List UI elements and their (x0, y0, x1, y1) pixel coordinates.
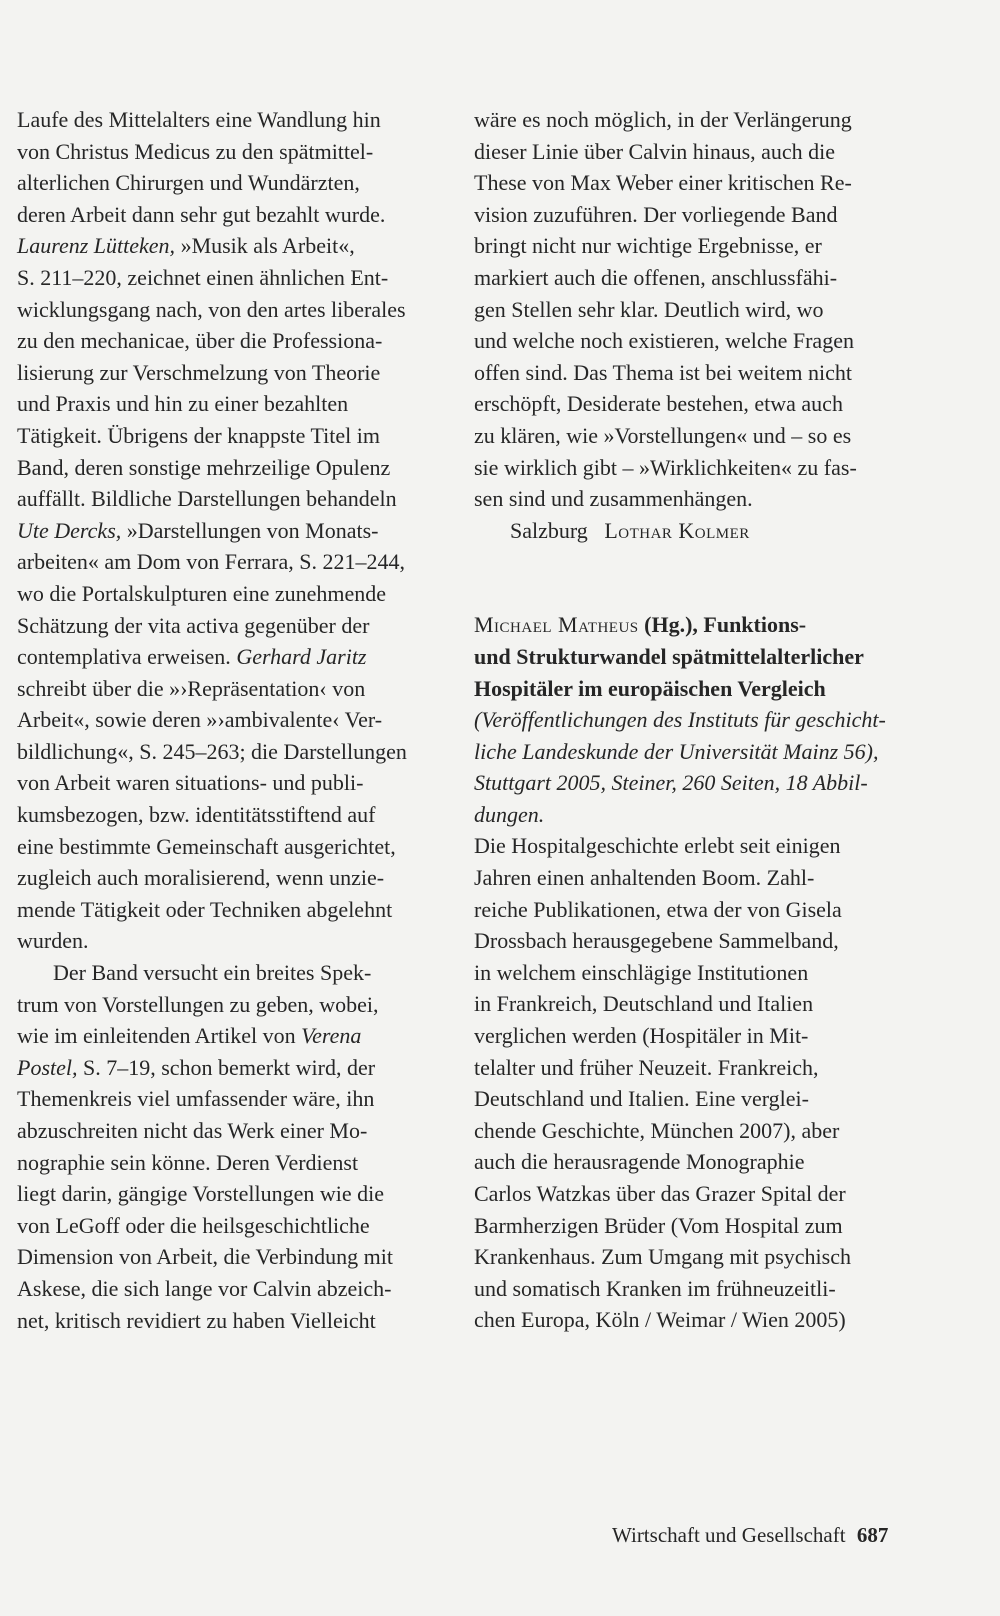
text-line: Der Band versucht ein breites Spek- (53, 960, 372, 986)
review-title: (Hg.), Funktions- (644, 612, 807, 638)
section-gap (474, 546, 914, 609)
text-fragment: »Musik als Arbeit«, (180, 233, 355, 259)
review-editor: Michael Matheus (474, 612, 639, 638)
text-line: chende Geschichte, München 2007), aber (474, 1117, 840, 1143)
text-line: zu klären, wie »Vorstellungen« und – so es (474, 422, 852, 448)
text-line: von Christus Medicus zu den spätmittel- (17, 138, 374, 164)
review-title: Hospitäler im europäischen Vergleich (474, 675, 826, 701)
text-line: zu den mechanicae, über die Professiona- (17, 328, 383, 354)
text-line: Band, deren sonstige mehrzeilige Opulenz (17, 454, 391, 480)
author-name: Gerhard Jaritz (236, 644, 367, 670)
text-line: schreibt über die »›Repräsentation‹ von (17, 675, 366, 701)
text-line: arbeiten« am Dom von Ferrara, S. 221–244, (17, 549, 405, 575)
text-line: Arbeit«, sowie deren »›ambivalente‹ Ver- (17, 707, 383, 733)
text-line: wurden. (17, 928, 89, 954)
text-line: markiert auch die offenen, anschlussfähi- (474, 264, 838, 290)
text-line: liegt darin, gängige Vorstellungen wie die (17, 1181, 384, 1207)
text-line: alterlichen Chirurgen und Wundärzten, (17, 170, 360, 196)
text-line: bringt nicht nur wichtige Ergebnisse, er (474, 233, 822, 259)
text-line: und somatisch Kranken im frühneuzeitli- (474, 1275, 836, 1301)
left-column (17, 104, 447, 1336)
text-line: Dimension von Arbeit, die Verbindung mit (17, 1244, 394, 1270)
text-line: von LeGoff oder die heilsgeschichtliche (17, 1212, 370, 1238)
running-footer-title: Wirtschaft und Gesellschaft (612, 1523, 846, 1547)
text-line: Themenkreis viel umfassender wäre, ihn (17, 1086, 375, 1112)
bibliographic-info: (Veröffentlichungen des Instituts für geschicht- (474, 707, 886, 733)
bibliographic-info: liche Landeskunde der Universität Mainz 56), (474, 738, 879, 764)
text-line: These von Max Weber einer kritischen Re- (474, 170, 852, 196)
text-line: Barmherzigen Brüder (Vom Hospital zum (474, 1212, 843, 1238)
text-line: wo die Portalskulpturen eine zunehmende (17, 580, 387, 606)
text-line: Schätzung der vita activa gegenüber der (17, 612, 370, 638)
text-line: wicklungsgang nach, von den artes liberales (17, 296, 406, 322)
author-name: Postel, (17, 1054, 78, 1080)
text-line: gen Stellen sehr klar. Deutlich wird, wo (474, 296, 824, 322)
text-line: chen Europa, Köln / Weimar / Wien 2005) (474, 1307, 846, 1333)
text-line (17, 230, 447, 262)
text-line: Laufe des Mittelalters eine Wandlung hin (17, 107, 381, 132)
bibliographic-info: dungen. (474, 801, 545, 827)
text-line: nographie sein könne. Deren Verdienst (17, 1149, 359, 1175)
review-heading-line (474, 609, 914, 641)
text-line: in welchem einschlägige Institutionen (474, 959, 809, 985)
text-line: in Frankreich, Deutschland und Italien (474, 991, 814, 1017)
text-line (17, 515, 447, 547)
text-line: deren Arbeit dann sehr gut bezahlt wurde. (17, 201, 386, 227)
text-fragment: wie im einleitenden Artikel von (17, 1023, 296, 1049)
text-line: reiche Publikationen, etwa der von Gisela (474, 896, 842, 922)
page-footer (612, 1523, 888, 1548)
text-line: sie wirklich gibt – »Wirklichkeiten« zu fas- (474, 454, 857, 480)
text-fragment: »Darstellungen von Monats- (126, 517, 379, 543)
author-name: Laurenz Lütteken, (17, 233, 176, 259)
text-line (17, 1020, 447, 1052)
text-line (17, 1052, 447, 1084)
text-line: telalter und früher Neuzeit. Frankreich, (474, 1054, 819, 1080)
text-line: Krankenhaus. Zum Umgang mit psychisch (474, 1244, 851, 1270)
author-name: Ute Dercks, (17, 517, 122, 543)
text-line: Deutschland und Italien. Eine verglei- (474, 1086, 809, 1112)
text-line: Die Hospitalgeschichte erlebt seit einigen (474, 833, 841, 859)
text-line: von Arbeit waren situations- und publi- (17, 770, 364, 796)
author-name: Verena (301, 1023, 362, 1049)
text-fragment: contemplativa erweisen. (17, 644, 231, 670)
text-line (17, 641, 447, 673)
text-line: wäre es noch möglich, in der Verlängerung (474, 107, 852, 132)
text-fragment: S. 7–19, schon bemerkt wird, der (83, 1054, 376, 1080)
text-line: Carlos Watzkas über das Grazer Spital der (474, 1181, 846, 1206)
text-line: S. 211–220, zeichnet einen ähnlichen Ent- (17, 264, 389, 290)
text-line: und Praxis und hin zu einer bezahlten (17, 391, 349, 417)
text-line: abzuschreiten nicht das Werk einer Mo- (17, 1118, 368, 1143)
signature-name: Lothar Kolmer (604, 517, 750, 543)
text-line: mende Tätigkeit oder Techniken abgelehnt (17, 896, 393, 922)
text-line: sen sind und zusammenhängen. (474, 486, 753, 512)
text-line: zugleich auch moralisierend, wenn unzie- (17, 865, 385, 891)
text-line: und welche noch existieren, welche Fragen (474, 328, 854, 354)
review-title: und Strukturwandel spätmittelalterlicher (474, 643, 864, 669)
text-line: lisierung zur Verschmelzung von Theorie (17, 359, 381, 385)
text-line: auffällt. Bildliche Darstellungen behandeln (17, 486, 397, 512)
text-line: auch die herausragende Monographie (474, 1149, 805, 1175)
right-column (474, 104, 914, 1336)
page-number: 687 (856, 1523, 889, 1547)
text-line: offen sind. Das Thema ist bei weitem nicht (474, 359, 852, 385)
review-signature (474, 515, 914, 547)
text-line: Jahren einen anhaltenden Boom. Zahl- (474, 865, 815, 891)
text-line: vision zuzuführen. Der vorliegende Band (474, 201, 838, 227)
bibliographic-info: Stuttgart 2005, Steiner, 260 Seiten, 18 Abbil- (474, 770, 868, 796)
text-line: Askese, die sich lange vor Calvin abzeich- (17, 1275, 392, 1301)
text-line: erschöpft, Desiderate bestehen, etwa auch (474, 391, 843, 417)
text-line: Drossbach herausgegebene Sammelband, (474, 928, 839, 954)
text-line: trum von Vorstellungen zu geben, wobei, (17, 991, 379, 1017)
text-line: kumsbezogen, bzw. identitätsstiftend auf (17, 802, 376, 828)
text-line: eine bestimmte Gemeinschaft ausgerichtet, (17, 833, 396, 859)
signature-place: Salzburg (510, 517, 588, 543)
text-line: Tätigkeit. Übrigens der knappste Titel im (17, 422, 380, 448)
text-line: verglichen werden (Hospitäler in Mit- (474, 1023, 809, 1049)
text-line: bildlichung«, S. 245–263; die Darstellungen (17, 738, 407, 764)
text-line: dieser Linie über Calvin hinaus, auch die (474, 138, 836, 164)
text-line: net, kritisch revidiert zu haben Vielleicht (17, 1307, 376, 1333)
